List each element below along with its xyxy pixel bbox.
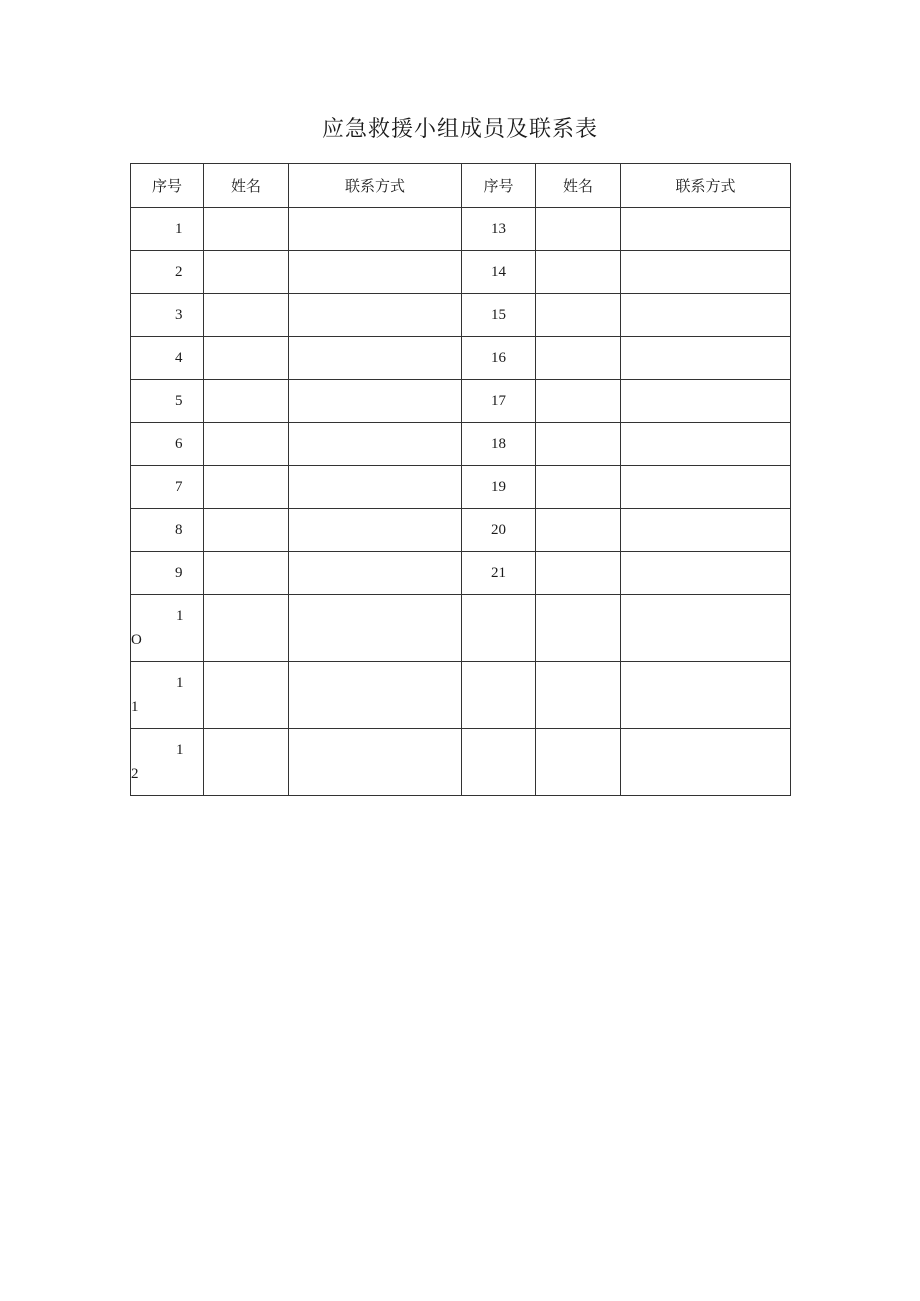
name-cell[interactable] (204, 729, 289, 796)
table-row (131, 595, 791, 662)
page-title: 应急救援小组成员及联系表 (321, 117, 598, 142)
table-row (131, 423, 791, 466)
contact-cell[interactable] (621, 251, 791, 294)
table-row (131, 380, 791, 423)
contact-cell[interactable] (289, 337, 462, 380)
contact-cell[interactable] (289, 662, 462, 729)
contact-cell[interactable] (289, 380, 462, 423)
header-name-right: 姓名 (536, 164, 621, 208)
contact-cell[interactable] (621, 466, 791, 509)
contact-cell[interactable] (289, 423, 462, 466)
table-row (131, 294, 791, 337)
header-seq-left: 序号 (131, 164, 204, 208)
name-cell[interactable] (204, 466, 289, 509)
table-header-row (131, 164, 791, 208)
header-name-left: 姓名 (204, 164, 289, 208)
seq-cell: 18 (462, 423, 536, 466)
seq-digit-top: 1 (176, 608, 184, 624)
seq-digit-bottom: O (131, 632, 142, 648)
contact-cell[interactable] (621, 662, 791, 729)
contact-table (130, 163, 791, 796)
seq-cell: 14 (462, 251, 536, 294)
seq-cell (462, 662, 536, 729)
seq-cell: 7 (131, 466, 204, 509)
name-cell[interactable] (536, 729, 621, 796)
table-row (131, 552, 791, 595)
name-cell[interactable] (536, 294, 621, 337)
name-cell[interactable] (536, 380, 621, 423)
name-cell[interactable] (536, 423, 621, 466)
name-cell[interactable] (204, 552, 289, 595)
seq-digit-top: 1 (176, 742, 184, 758)
name-cell[interactable] (204, 662, 289, 729)
contact-cell[interactable] (289, 595, 462, 662)
contact-cell[interactable] (289, 208, 462, 251)
seq-cell: 15 (462, 294, 536, 337)
seq-cell (462, 729, 536, 796)
seq-cell: 4 (131, 337, 204, 380)
seq-cell (462, 595, 536, 662)
seq-cell: 16 (462, 337, 536, 380)
seq-digit-top: 1 (176, 675, 184, 691)
seq-cell: 3 (131, 294, 204, 337)
name-cell[interactable] (204, 337, 289, 380)
contact-cell[interactable] (289, 729, 462, 796)
contact-cell[interactable] (289, 251, 462, 294)
name-cell[interactable] (204, 423, 289, 466)
contact-cell[interactable] (289, 294, 462, 337)
table-row (131, 251, 791, 294)
table-row (131, 729, 791, 796)
name-cell[interactable] (536, 251, 621, 294)
contact-cell[interactable] (621, 380, 791, 423)
header-contact-left: 联系方式 (289, 164, 462, 208)
header-seq-right: 序号 (462, 164, 536, 208)
seq-digit-bottom: 1 (131, 699, 139, 715)
contact-cell[interactable] (289, 509, 462, 552)
seq-cell: 9 (131, 552, 204, 595)
contact-cell[interactable] (621, 509, 791, 552)
contact-cell[interactable] (289, 466, 462, 509)
seq-cell: 20 (462, 509, 536, 552)
seq-cell: 8 (131, 509, 204, 552)
seq-cell: 17 (462, 380, 536, 423)
seq-cell: 1 (131, 208, 204, 251)
name-cell[interactable] (536, 552, 621, 595)
name-cell[interactable] (536, 337, 621, 380)
name-cell[interactable] (536, 509, 621, 552)
name-cell[interactable] (204, 595, 289, 662)
name-cell[interactable] (536, 595, 621, 662)
contact-cell[interactable] (621, 729, 791, 796)
seq-cell (131, 662, 204, 729)
table-row (131, 662, 791, 729)
table-row (131, 466, 791, 509)
name-cell[interactable] (536, 662, 621, 729)
contact-cell[interactable] (621, 208, 791, 251)
contact-cell[interactable] (621, 337, 791, 380)
seq-cell: 13 (462, 208, 536, 251)
seq-cell: 6 (131, 423, 204, 466)
name-cell[interactable] (204, 294, 289, 337)
name-cell[interactable] (204, 509, 289, 552)
seq-cell (131, 595, 204, 662)
name-cell[interactable] (204, 251, 289, 294)
table-row (131, 337, 791, 380)
seq-cell (131, 729, 204, 796)
seq-cell: 21 (462, 552, 536, 595)
table-row (131, 208, 791, 251)
contact-cell[interactable] (621, 423, 791, 466)
table-row (131, 509, 791, 552)
name-cell[interactable] (536, 208, 621, 251)
contact-cell[interactable] (621, 595, 791, 662)
name-cell[interactable] (204, 380, 289, 423)
seq-digit-bottom: 2 (131, 766, 139, 782)
name-cell[interactable] (204, 208, 289, 251)
seq-cell: 19 (462, 466, 536, 509)
seq-cell: 5 (131, 380, 204, 423)
contact-cell[interactable] (621, 552, 791, 595)
contact-cell[interactable] (621, 294, 791, 337)
seq-cell: 2 (131, 251, 204, 294)
header-contact-right: 联系方式 (621, 164, 791, 208)
name-cell[interactable] (536, 466, 621, 509)
contact-cell[interactable] (289, 552, 462, 595)
